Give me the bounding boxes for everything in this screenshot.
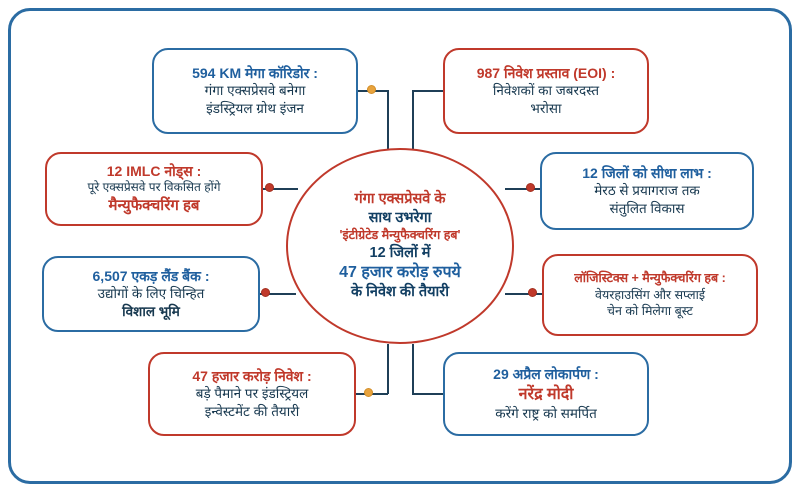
node-inauguration-line-2: करेंगे राष्ट्र को समर्पित <box>495 405 597 421</box>
node-mega-corridor-line-2: इंडस्ट्रियल ग्रोथ इंजन <box>206 101 304 117</box>
node-mega-corridor-title: 594 KM मेगा कॉरिडोर : <box>192 64 318 81</box>
node-land-bank[interactable] <box>42 256 260 332</box>
connector-dot-direct-benefit <box>527 184 534 191</box>
center-line-1: गंगा एक्सप्रेसवे के <box>354 190 446 207</box>
center-line-4: 12 जिलों में <box>369 244 431 261</box>
node-mega-corridor-line-1: गंगा एक्सप्रेसवे बनेगा <box>204 83 306 99</box>
center-node <box>286 148 514 344</box>
connector-dot-logistics-hub <box>529 289 536 296</box>
connector-dot-imlc-nodes <box>266 184 273 191</box>
node-land-bank-title: 6,507 एकड़ लैंड बैंक : <box>92 267 210 284</box>
node-imlc-nodes[interactable] <box>45 152 263 226</box>
node-mega-corridor[interactable] <box>152 48 358 134</box>
connector-investment-proposals-vertical <box>412 90 414 150</box>
node-investment-amount-line-2: इन्वेस्टमेंट की तैयारी <box>204 404 300 420</box>
node-imlc-nodes-line-2: मैन्युफैक्चरिंग हब <box>108 197 200 215</box>
node-inauguration[interactable] <box>443 352 649 436</box>
node-direct-benefit-line-2: संतुलित विकास <box>609 201 685 217</box>
center-line-2: साथ उभरेगा <box>368 209 432 226</box>
node-investment-amount[interactable] <box>148 352 356 436</box>
connector-dot-mega-corridor <box>368 86 375 93</box>
center-line-3: 'इंटीग्रेटेड मैन्युफैक्चरिंग हब' <box>339 228 461 243</box>
node-imlc-nodes-title: 12 IMLC नोड्स : <box>106 162 202 179</box>
center-line-6: के निवेश की तैयारी <box>351 284 449 301</box>
node-investment-amount-title: 47 हजार करोड़ निवेश : <box>192 367 312 384</box>
connector-investment-proposals <box>412 90 444 92</box>
connector-direct-benefit <box>505 188 541 190</box>
node-inauguration-title: 29 अप्रैल लोकार्पण : <box>493 366 599 383</box>
connector-inauguration-vertical <box>412 344 414 394</box>
connector-inauguration <box>412 393 444 395</box>
node-logistics-hub-line-1: वेयरहाउसिंग और सप्लाई <box>595 287 705 302</box>
node-investment-amount-line-1: बड़े पैमाने पर इंडस्ट्रियल <box>195 386 309 402</box>
node-investment-proposals-title: 987 निवेश प्रस्ताव (EOI) : <box>476 64 616 81</box>
node-logistics-hub-title: लॉजिस्टिक्स + मैन्युफैक्चरिंग हब : <box>574 271 726 286</box>
node-logistics-hub-line-2: चेन को मिलेगा बूस्ट <box>607 304 693 319</box>
node-direct-benefit-line-1: मेरठ से प्रयागराज तक <box>594 183 700 199</box>
connector-investment-amount-vertical <box>387 344 389 394</box>
node-direct-benefit[interactable] <box>540 152 754 230</box>
connector-dot-land-bank <box>262 289 269 296</box>
node-investment-proposals[interactable] <box>443 48 649 134</box>
connector-mega-corridor-vertical <box>387 90 389 150</box>
node-land-bank-line-1: उद्योगों के लिए चिन्हित <box>97 286 205 302</box>
connector-logistics-hub <box>505 293 543 295</box>
node-inauguration-line-1: नरेंद्र मोदी <box>518 385 574 403</box>
node-imlc-nodes-line-1: पूरे एक्सप्रेसवे पर विकसित होंगे <box>87 180 221 195</box>
center-line-5: 47 हजार करोड़ रुपये <box>339 263 461 281</box>
node-direct-benefit-title: 12 जिलों को सीधा लाभ : <box>582 164 712 181</box>
node-logistics-hub[interactable] <box>542 254 758 336</box>
node-investment-proposals-line-2: भरोसा <box>530 101 562 117</box>
node-land-bank-line-2: विशाल भूमि <box>122 304 180 320</box>
node-investment-proposals-line-1: निवेशकों का जबरदस्त <box>492 83 600 99</box>
connector-dot-investment-amount <box>365 389 372 396</box>
